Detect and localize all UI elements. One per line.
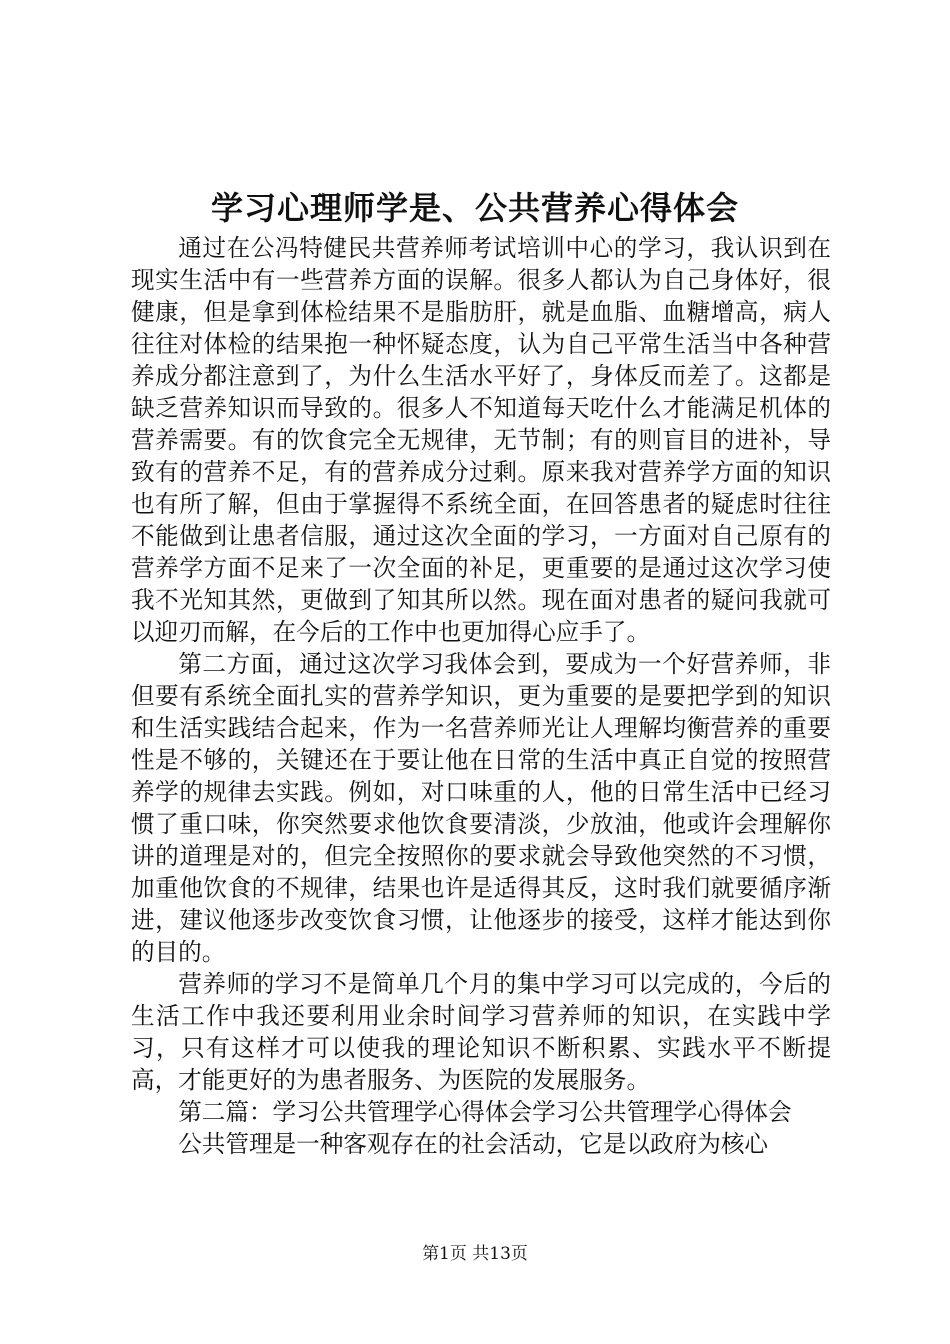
paragraph-2: 第二方面，通过这次学习我体会到，要成为一个好营养师，非但要有系统全面扎实的营养学知识，更为重要的是要把学到的知识和生活实践结合起来，作为一名营养师光让人理解均衡营养的重要性是不够的，关键还在于要让他在日常的生活中真正自觉的按照营养学的规律去实践。例如，对口味重的人，他的日常生活中已经习惯了重口味，你突然要求他饮食要清淡，少放油，他或许会理解你讲的道理是对的，但完全按照你的要求就会导致他突然的不习惯，加重他饮食的不规律，结果也许是适得其反，这时我们就要循序渐进，建议他逐步改变饮食习惯，让他逐步的接受，这样才能达到你的目的。 — [131, 650, 831, 966]
paragraph-3: 营养师的学习不是简单几个月的集中学习可以完成的，今后的生活工作中我还要利用业余时间学习营养师的知识，在实践中学习，只有这样才可以使我的理论知识不断积累、实践水平不断提高，才能更好的为患者服务、为医院的发展服务。 — [131, 970, 831, 1094]
paragraph-4-section-heading: 第二篇：学习公共管理学心得体会学习公共管理学心得体会 — [178, 1098, 792, 1126]
document-title: 学习心理师学是、公共营养心得体会 — [210, 189, 739, 227]
page-number-footer: 第1页 共13页 — [422, 1244, 528, 1264]
document-body — [131, 232, 831, 1160]
paragraph-5: 公共管理是一种客观存在的社会活动，它是以政府为核心 — [178, 1130, 769, 1158]
paragraph-1: 通过在公冯特健民共营养师考试培训中心的学习，我认识到在现实生活中有一些营养方面的误解。很多人都认为自己身体好，很健康，但是拿到体检结果不是脂肪肝，就是血脂、血糖增高，病人往往对体检的结果抱一种怀疑态度，认为自己平常生活当中各种营养成分都注意到了，为什么生活水平好了，身体反而差了。这都是缺乏营养知识而导致的。很多人不知道每天吃什么才能满足机体的营养需要。有的饮食完全无规律，无节制；有的则盲目的进补，导致有的营养不足，有的营养成分过剩。原来我对营养学方面的知识也有所了解，但由于掌握得不系统全面，在回答患者的疑虑时往往不能做到让患者信服，通过这次全面的学习，一方面对自己原有的营养学方面不足来了一次全面的补足，更重要的是通过这次学习使我不光知其然，更做到了知其所以然。现在面对患者的疑问我就可以迎刃而解，在今后的工作中也更加得心应手了。 — [131, 234, 831, 646]
